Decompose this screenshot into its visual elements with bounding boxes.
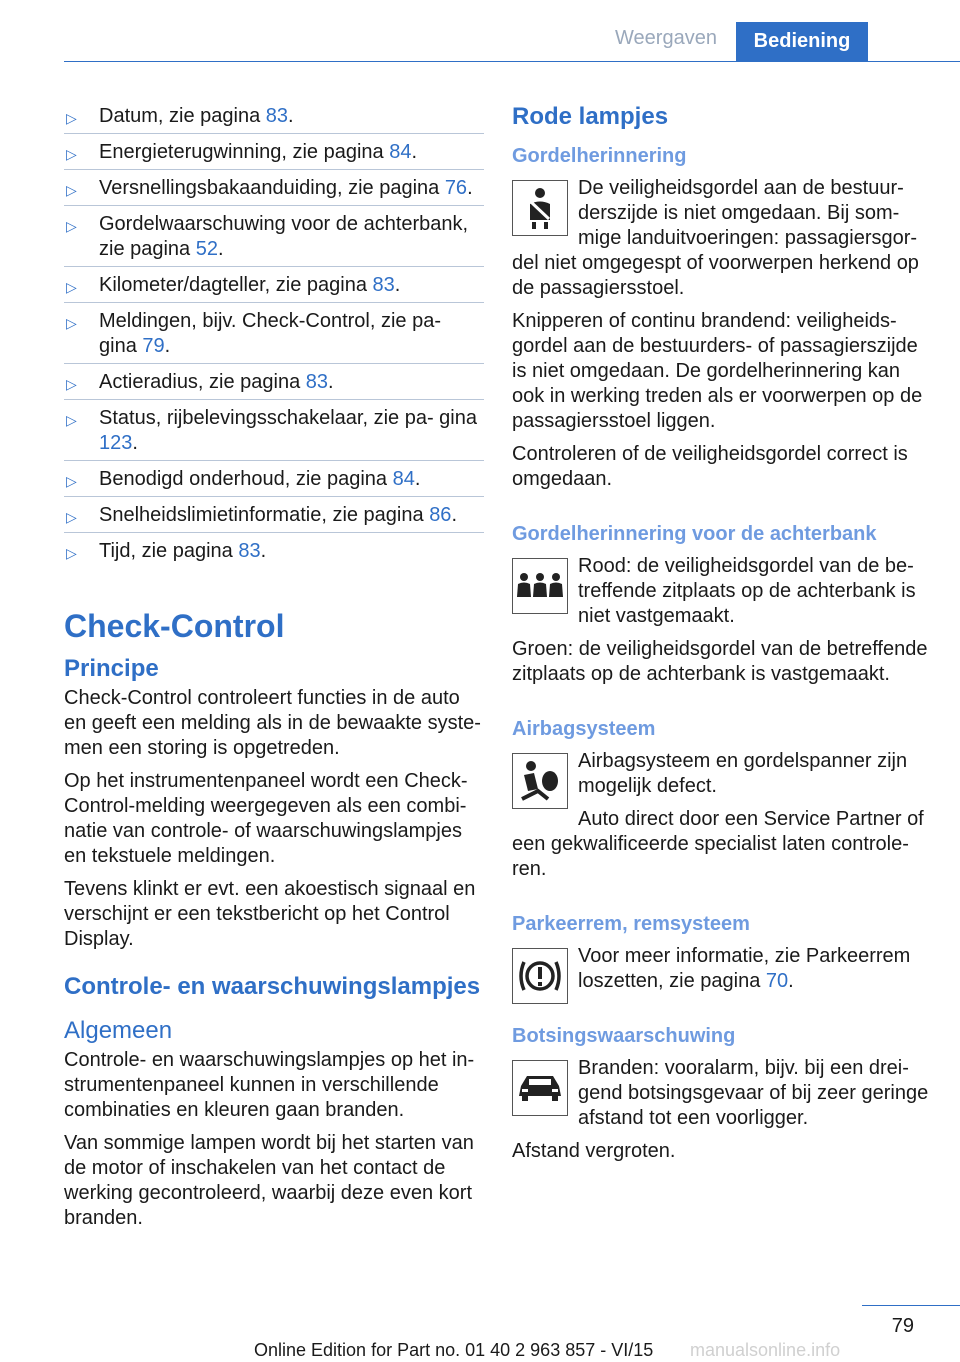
list-item: ▷ Meldingen, bijv. Check-Control, zie pa- gina 79. <box>64 307 484 364</box>
page-link[interactable]: 84 <box>392 468 415 490</box>
list-item: ▷ Actieradius, zie pagina 83. <box>64 368 484 400</box>
triangle-bullet-icon: ▷ <box>66 182 77 198</box>
page-number: 79 <box>891 1315 914 1337</box>
collision-warning-icon <box>512 1060 568 1116</box>
paragraph: Controle- en waarschuwingslampjes op het in- strumentenpaneel kunnen in verschillende combinaties en kleuren gaan branden. <box>64 1049 475 1121</box>
triangle-bullet-icon: ▷ <box>66 376 77 392</box>
heading-gordel-achterbank: Gordelherinnering voor de achterbank <box>512 523 877 545</box>
paragraph: Knipperen of continu brandend: veiligheids- gordel aan de bestuurders- of passagierszijde is niet omgedaan. De gordelherinnering kan ook in werking treden als er voorwerpen op de passagiersstoel liggen. <box>512 310 923 432</box>
paragraph: De veiligheidsgordel aan de bestuur- derszijde is niet omgedaan. Bij som- mige landuitvoeringen: passagiersgor- del niet omgegespt of voorwerpen herkend op de passagiersstoel. <box>512 177 919 299</box>
paragraph: Groen: de veiligheidsgordel van de betreffende zitplaats op de achterbank is vastgemaakt. <box>512 638 928 685</box>
subsection-title-rode-lampjes: Rode lampjes <box>512 103 669 130</box>
page-link[interactable]: 83 <box>238 540 261 562</box>
subsection-title-principe: Principe <box>64 655 159 682</box>
list-item: ▷ Status, rijbelevingsschakelaar, zie pa- gina 123. <box>64 404 484 461</box>
watermark: manualsonline.info <box>690 1340 841 1360</box>
paragraph: Branden: vooralarm, bijv. bij een drei- gend botsingsgevaar of bij zeer geringe afstand tot een voorligger. <box>578 1057 929 1129</box>
airbag-icon <box>512 753 568 809</box>
edition-text: Online Edition for Part no. 01 40 2 963 857 - VI/15 <box>254 1340 654 1360</box>
paragraph: Afstand vergroten. <box>512 1140 676 1162</box>
list-item: ▷ Benodigd onderhoud, zie pagina 84. <box>64 465 484 497</box>
page-link[interactable]: 83 <box>372 274 395 296</box>
heading-botsingswaarschuwing: Botsingswaarschuwing <box>512 1025 736 1047</box>
subsection-title-lamps: Controle- en waarschuwingslampjes <box>64 973 481 1000</box>
page-link[interactable]: 70 <box>765 970 789 992</box>
heading-parkeerrem: Parkeerrem, remsysteem <box>512 913 750 935</box>
paragraph: Voor meer informatie, zie Parkeerrem loszetten, zie pagina 70. <box>578 945 911 992</box>
triangle-bullet-icon: ▷ <box>66 218 77 234</box>
right-column <box>512 102 930 1172</box>
airbag-block <box>512 749 930 882</box>
tab-weergaven[interactable]: Weergaven <box>615 27 717 49</box>
heading-gordelherinnering: Gordelherinnering <box>512 145 687 167</box>
list-item: ▷ Energieterugwinning, zie pagina 84. <box>64 138 484 170</box>
triangle-bullet-icon: ▷ <box>66 412 77 428</box>
paragraph: Check-Control controleert functies in de auto en geeft een melding als in de bewaakte syste- men een storing is opgetreden. <box>64 687 481 759</box>
list-item: ▷ Datum, zie pagina 83. <box>64 102 484 134</box>
paragraph: Controleren of de veiligheidsgordel correct is omgedaan. <box>512 443 908 490</box>
section-title-check-control: Check-Control <box>64 608 285 644</box>
list-item: ▷ Snelheidslimietinformatie, zie pagina 86. <box>64 501 484 533</box>
list-item: ▷ Versnellingsbakaanduiding, zie pagina 76. <box>64 174 484 206</box>
header-rule <box>64 61 960 62</box>
page-link[interactable]: 123 <box>99 432 133 454</box>
brake-warning-icon <box>512 948 568 1004</box>
seatbelt-warning-icon <box>512 180 568 236</box>
paragraph: Op het instrumentenpaneel wordt een Check- Control-melding weergegeven als een combi- natie van controle- of waarschuwingslampjes en tekstuele meldingen. <box>64 770 468 867</box>
triangle-bullet-icon: ▷ <box>66 509 77 525</box>
botsing-block <box>512 1056 930 1131</box>
left-column <box>64 102 484 1239</box>
triangle-bullet-icon: ▷ <box>66 279 77 295</box>
page-link[interactable]: 84 <box>389 141 412 163</box>
paragraph: Tevens klinkt er evt. een akoestisch signaal en verschijnt er een tekstbericht op het Control Display. <box>64 878 476 950</box>
page-link[interactable]: 76 <box>444 177 468 199</box>
heading-airbagsysteem: Airbagsysteem <box>512 718 656 740</box>
paragraph: Airbagsysteem en gordelspanner zijn mogelijk defect. <box>578 750 908 797</box>
paragraph: Auto direct door een Service Partner of een gekwalificeerde specialist laten controle- ren. <box>512 808 924 880</box>
paragraph: Rood: de veiligheidsgordel van de be- treffende zitplaats op de achterbank is niet vastgemaakt. <box>578 555 916 627</box>
display-items-list <box>64 102 484 568</box>
page-link[interactable]: 79 <box>142 335 165 357</box>
footer-rule <box>862 1305 960 1306</box>
page-link[interactable]: 83 <box>305 371 329 393</box>
tab-bediening[interactable]: Bediening <box>736 22 868 61</box>
triangle-bullet-icon: ▷ <box>66 146 77 162</box>
triangle-bullet-icon: ▷ <box>66 545 77 561</box>
rear-seatbelt-icon <box>512 558 568 614</box>
achterbank-block <box>512 554 930 629</box>
triangle-bullet-icon: ▷ <box>66 110 77 126</box>
list-item: ▷ Tijd, zie pagina 83. <box>64 537 484 568</box>
page-link[interactable]: 86 <box>429 504 452 526</box>
triangle-bullet-icon: ▷ <box>66 315 77 331</box>
gordel-block <box>512 176 930 301</box>
parkeerrem-block <box>512 944 930 994</box>
list-item: ▷ Gordelwaarschuwing voor de achterbank, zie pagina 52. <box>64 210 484 267</box>
triangle-bullet-icon: ▷ <box>66 473 77 489</box>
page-link[interactable]: 52 <box>195 238 218 260</box>
list-item: ▷ Kilometer/dagteller, zie pagina 83. <box>64 271 484 303</box>
paragraph: Van sommige lampen wordt bij het starten van de motor of inschakelen van het contact de werking gecontroleerd, waarbij deze even kort branden. <box>64 1132 474 1229</box>
page-link[interactable]: 83 <box>265 105 289 127</box>
subsection-title-algemeen: Algemeen <box>64 1017 173 1044</box>
